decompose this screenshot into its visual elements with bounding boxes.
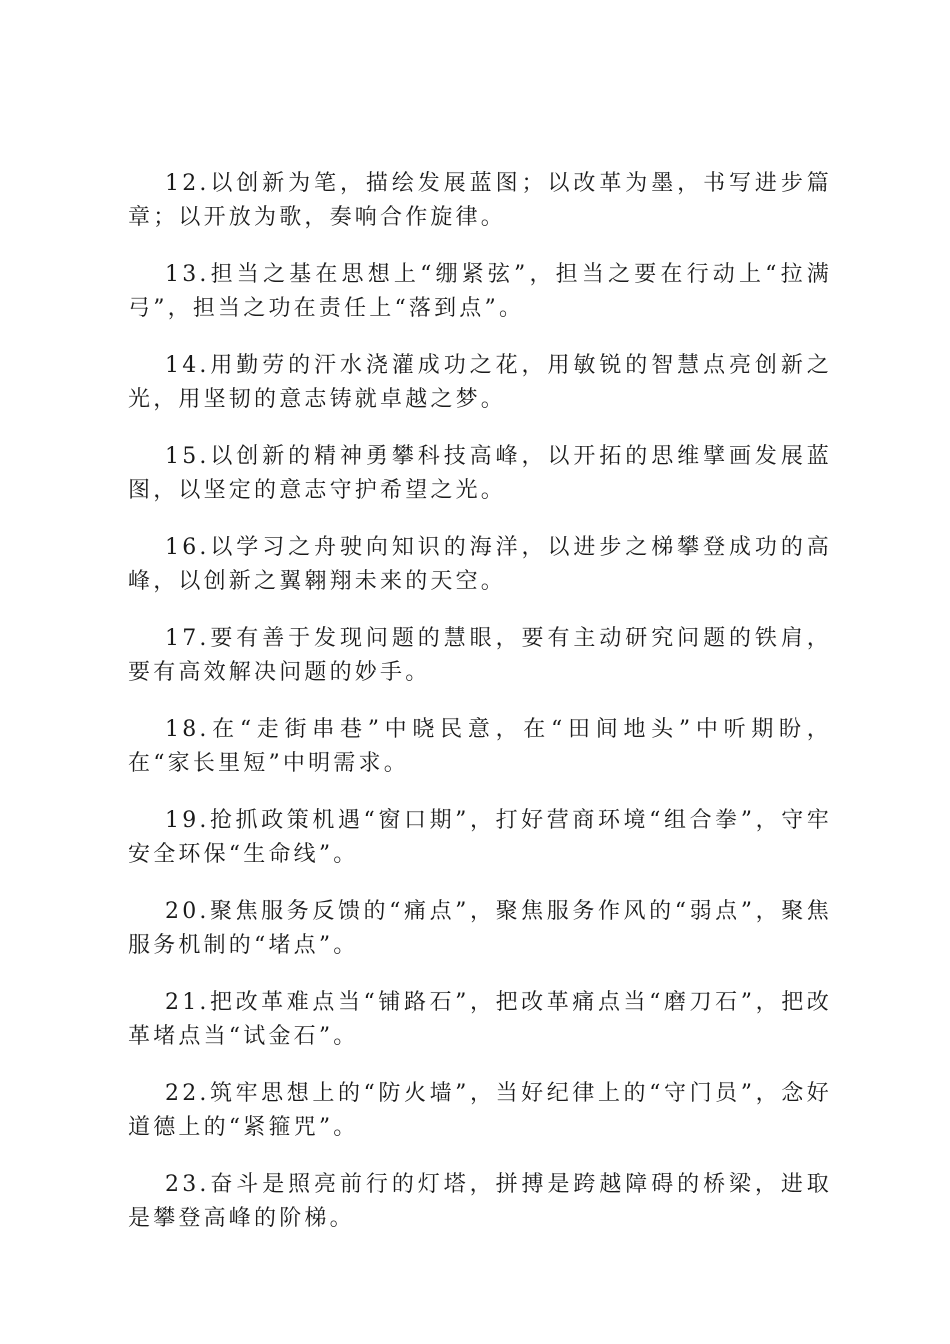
- paragraph-21: 21.把改革难点当“铺路石”，把改革痛点当“磨刀石”，把改革堵点当“试金石”。: [128, 990, 832, 1049]
- paragraph-20: 20.聚焦服务反馈的“痛点”，聚焦服务作风的“弱点”，聚焦服务机制的“堵点”。: [128, 899, 832, 958]
- paragraph-17: 17.要有善于发现问题的慧眼，要有主动研究问题的铁肩，要有高效解决问题的妙手。: [128, 626, 832, 685]
- paragraph-13: 13.担当之基在思想上“绷紧弦”，担当之要在行动上“拉满弓”，担当之功在责任上“落到点”。: [128, 262, 832, 321]
- paragraph-12: 12.以创新为笔，描绘发展蓝图；以改革为墨，书写进步篇章；以开放为歌，奏响合作旋律。: [128, 171, 832, 230]
- paragraph-14: 14.用勤劳的汗水浇灌成功之花，用敏锐的智慧点亮创新之光，用坚韧的意志铸就卓越之梦。: [128, 353, 832, 412]
- paragraph-18: 18.在“走街串巷”中晓民意，在“田间地头”中听期盼，在“家长里短”中明需求。: [128, 717, 832, 776]
- paragraph-15: 15.以创新的精神勇攀科技高峰，以开拓的思维擘画发展蓝图，以坚定的意志守护希望之光。: [128, 444, 832, 503]
- paragraph-23: 23.奋斗是照亮前行的灯塔，拼搏是跨越障碍的桥梁，进取是攀登高峰的阶梯。: [128, 1172, 832, 1231]
- document-body: [128, 167, 832, 1259]
- paragraph-16: 16.以学习之舟驶向知识的海洋，以进步之梯攀登成功的高峰，以创新之翼翱翔未来的天空。: [128, 535, 832, 594]
- paragraph-19: 19.抢抓政策机遇“窗口期”，打好营商环境“组合拳”，守牢安全环保“生命线”。: [128, 808, 832, 867]
- paragraph-22: 22.筑牢思想上的“防火墙”，当好纪律上的“守门员”，念好道德上的“紧箍咒”。: [128, 1081, 832, 1140]
